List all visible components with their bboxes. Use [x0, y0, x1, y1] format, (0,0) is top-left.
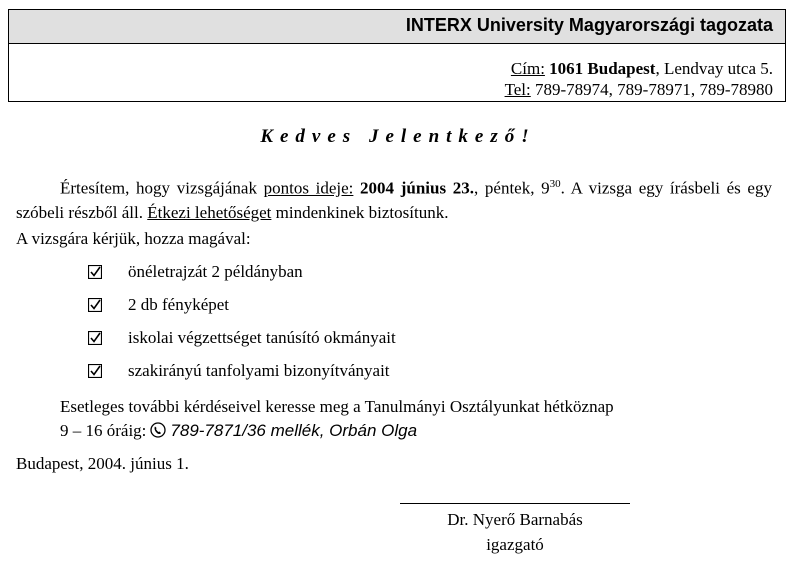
- organization-name: INTERX University Magyarországi tagozata: [9, 10, 785, 44]
- exam-date: 2004 június 23.: [353, 178, 474, 198]
- signatory-name: Dr. Nyerő Barnabás: [447, 510, 583, 529]
- address-city: 1061 Budapest: [549, 59, 656, 78]
- meal-label: Étkezi lehetőséget: [147, 202, 272, 222]
- letter-salutation: Kedves Jelentkező!: [260, 126, 536, 147]
- contact-hours-line: [60, 419, 614, 443]
- intro-paragraph: [16, 172, 772, 225]
- intro-text-3: . A vizsga egy írásbeli és egy szóbeli részből áll.: [16, 178, 772, 222]
- exact-time-label: pontos ideje:: [263, 178, 354, 198]
- place-and-date: Budapest, 2004. június 1.: [16, 454, 189, 473]
- signatory-title: igazgató: [486, 535, 544, 554]
- address-line: [9, 58, 773, 79]
- phone-numbers: 789-78974, 789-78971, 789-78980: [530, 80, 773, 99]
- checklist-label: önéletrajzát 2 példányban: [128, 262, 303, 281]
- office-hours: 9 – 16 óráig:: [60, 421, 147, 440]
- checklist-label: iskolai végzettséget tanúsító okmányait: [128, 328, 396, 347]
- checklist-item: [88, 360, 390, 382]
- address-label: Cím:: [510, 59, 545, 78]
- letterhead: [8, 9, 786, 102]
- signature-line: [400, 503, 630, 504]
- contact-paragraph: [60, 395, 614, 443]
- checklist-item: [88, 327, 396, 349]
- letterhead-address: [9, 44, 785, 100]
- phone-line: [9, 79, 773, 100]
- checklist-item: [88, 261, 303, 283]
- checklist-item: [88, 294, 229, 316]
- intro-text-2: , péntek, 9: [474, 178, 550, 198]
- address-street: , Lendvay utca 5.: [655, 59, 773, 78]
- checklist-label: szakirányú tanfolyami bizonyítványait: [128, 361, 390, 380]
- time-minutes: 30: [549, 178, 561, 190]
- bring-instruction: A vizsgára kérjük, hozza magával:: [16, 229, 251, 248]
- checklist-label: 2 db fényképet: [128, 295, 230, 314]
- contact-phone: 789-7871/36 mellék, Orbán Olga: [170, 421, 418, 440]
- checkbox-checked-icon: [88, 331, 102, 345]
- telephone-icon: [150, 422, 166, 438]
- contact-line: Esetleges további kérdéseivel keresse meg a Tanulmányi Osztályunkat hétköznap: [60, 397, 614, 416]
- phone-label: Tel:: [504, 80, 531, 99]
- intro-text-4: mindenkinek biztosítunk.: [271, 202, 449, 222]
- checkbox-checked-icon: [88, 265, 102, 279]
- checkbox-checked-icon: [88, 364, 102, 378]
- intro-text: Értesítem, hogy vizsgájának: [60, 178, 264, 198]
- checkbox-checked-icon: [88, 298, 102, 312]
